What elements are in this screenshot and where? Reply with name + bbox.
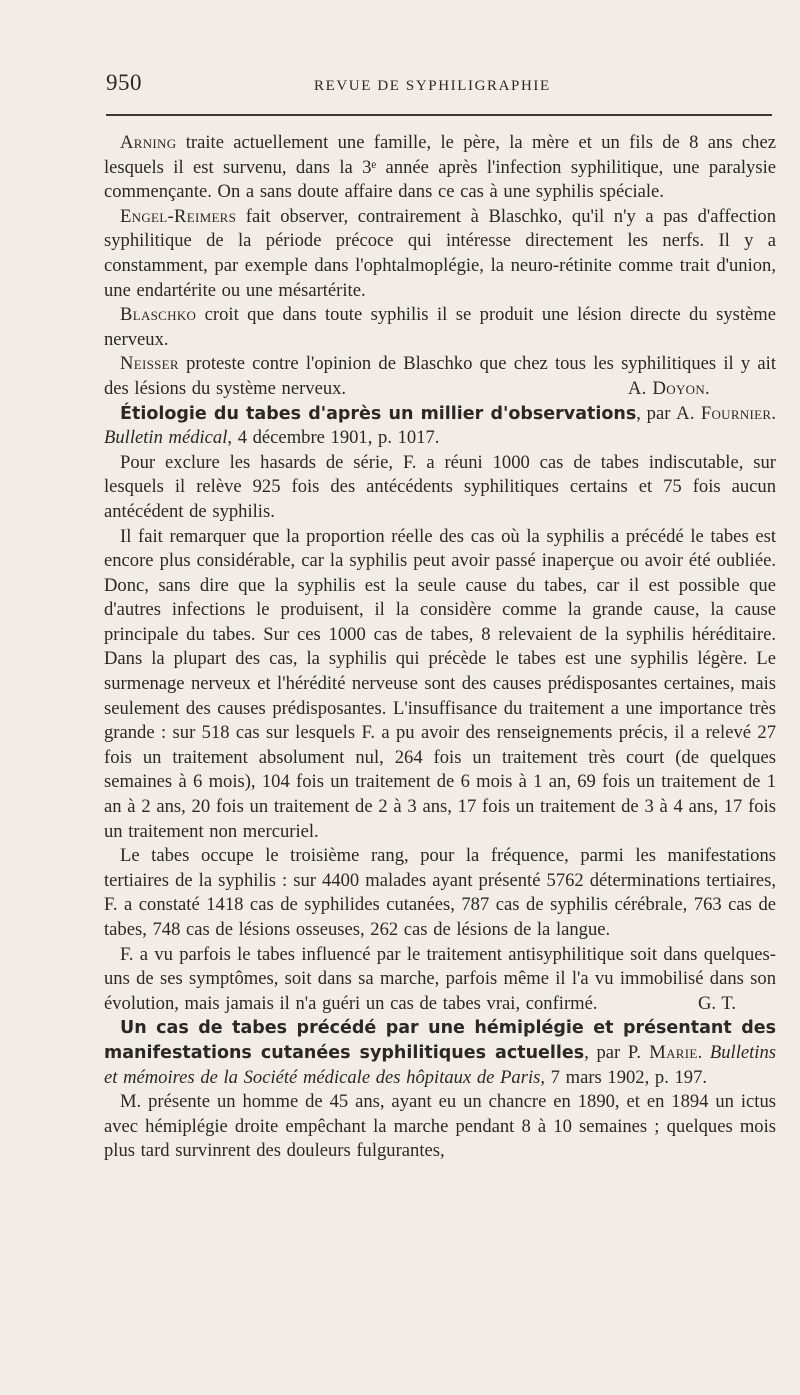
by-word: , par (584, 1041, 628, 1063)
paragraph-text: traite actuellement une famille, le père, la mère et un fils de 8 ans chez lesquels il est survenu, dans la 3ᵉ année après l'infection syphilitique, une paralysie commençante. On a sans doute affaire dans ce cas à une syphilis spéciale. (104, 132, 776, 203)
author-name: Blaschko (120, 304, 197, 326)
signature: A. Doyon. (627, 377, 710, 399)
running-head: REVUE DE SYPHILIGRAPHIE (314, 78, 551, 94)
journal-ref: , 4 décembre 1901, p. 1017. (227, 427, 440, 449)
paragraph (104, 205, 776, 303)
article-author: P. Marie (627, 1041, 698, 1063)
article-title: Un cas de tabes précédé par une hémiplégie et présentant des manifestations cutanées syphilitiques actuelles (104, 1018, 776, 1063)
journal-ref: , 7 mars 1902, p. 197. (540, 1066, 708, 1088)
paragraph-text: F. a vu parfois le tabes influencé par le traitement antisyphilitique soit dans quelques-uns de ses symptômes, soit dans sa marche, parfois même il l'a vu immobilisé dans son évolution, mais jamais il n'a guéri un cas de tabes vrai, confirmé. (104, 943, 776, 1014)
signature: G. T. (697, 992, 736, 1014)
paragraph (104, 352, 776, 401)
by-word: , par (636, 402, 677, 424)
paragraph: Il fait remarquer que la proportion réelle des cas où la syphilis a précédé le tabes est encore plus considérable, car la syphilis peut avoir passé inaperçue ou avoir été oubliée. Donc, sans dire que la syphilis est la seule cause du tabes, car il est possible que d'autres infections le produisent, il la considère comme la grande cause, la cause principale du tabes. Sur ces 1000 cas de tabes, 8 relevaient de la syphilis héréditaire. Dans la plupart des cas, la syphilis qui précède le tabes est une syphilis légère. Le surmenage nerveux et l'hérédité nerveuse sont des causes prédisposantes certaines, mais seulement des causes prédisposantes. L'insuffisance du traitement a une importance très grande : sur 518 cas sur lesquels F. a pu avoir des renseignements précis, il a relevé 27 fois un traitement absolument nul, 264 fois un traitement très court (de quelques semaines à 6 mois), 104 fois un traitement de 6 mois à 1 an, 69 fois un traitement de 1 an à 2 ans, 20 fois un traitement de 2 à 3 ans, 17 fois un traitement de 3 à 4 ans, 17 fois un traitement non mercuriel. (104, 525, 776, 842)
paragraph-text: fait observer, contrairement à Blaschko, qu'il n'y a pas d'affection syphilitique de la période précoce qui intéresse directement les nerfs. Il y a constamment, par exemple dans l'ophtalmoplégie, la neuro-rétinite comme trait d'union, une endartérite ou une mésartérite. (104, 205, 776, 301)
paragraph: Pour exclure les hasards de série, F. a réuni 1000 cas de tabes indiscutable, sur lesquels il relève 925 fois des antécédents syphilitiques certains et 75 fois aucun antécédent de syphilis. (104, 451, 776, 522)
author-name: Neisser (120, 353, 179, 375)
article-author: A. Fournier (676, 402, 772, 424)
author-name: Arning (120, 132, 177, 153)
article-title: Étiologie du tabes d'après un millier d'observations (120, 403, 637, 424)
paragraph-text: proteste contre l'opinion de Blaschko que chez tous les syphilitiques il y ait des lésions du système nerveux. (104, 353, 776, 399)
article-heading: Un cas de tabes précédé par une hémiplégie et présentant des manifestations cutanées syphilitiques actuelles, par P. Marie. Bulletins et mémoires de la Société médicale des hôpitaux de Paris, 7 mars 1902, p. 197. (104, 1018, 777, 1088)
paragraph: Le tabes occupe le troisième rang, pour la fréquence, parmi les manifestations tertiaires de la syphilis : sur 4400 malades ayant présenté 5762 déterminations tertiaires, F. a constaté 1418 cas de syphilides cutanées, 787 cas de syphilis cérébrale, 763 cas de tabes, 748 cas de lésions osseuses, 262 cas de lésions de la langue. (104, 845, 776, 940)
journal-name: Bulletin médical (104, 427, 228, 449)
paragraph (104, 943, 776, 1017)
page-number: 950 (106, 70, 142, 95)
page-header (106, 70, 776, 106)
header-rule (106, 114, 772, 116)
journal-name: Bulletins et mémoires de la Société médicale des hôpitaux de Paris (104, 1041, 777, 1088)
author-name: Engel-Reimers (120, 205, 237, 227)
article-heading: Étiologie du tabes d'après un millier d'observations, par A. Fournier. Bulletin médical, 4 décembre 1901, p. 1017. (104, 402, 776, 449)
paragraph-text: croit que dans toute syphilis il se produit une lésion directe du système nerveux. (104, 304, 776, 350)
paragraph: M. présente un homme de 45 ans, ayant eu un chancre en 1890, et en 1894 un ictus avec hémiplégie droite empêchant la marche pendant 8 à 10 semaines ; quelques mois plus tard survinrent des douleurs fulgurantes, (104, 1091, 776, 1162)
article-body (104, 131, 776, 1164)
paragraph (104, 303, 776, 352)
paragraph (104, 131, 776, 205)
